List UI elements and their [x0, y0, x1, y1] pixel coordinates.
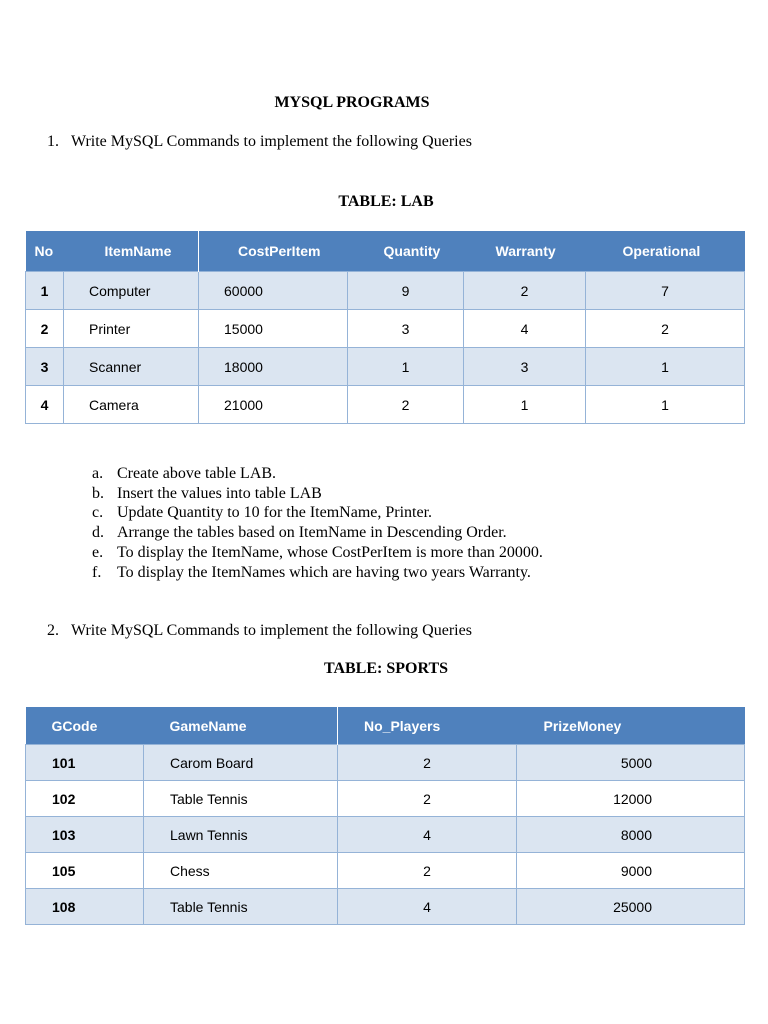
list-item-text: Insert the values into table LAB — [117, 484, 322, 502]
list-marker: d. — [92, 524, 104, 542]
table-cell: 1 — [586, 386, 745, 424]
list-item-text: Update Quantity to 10 for the ItemName, Printer. — [117, 504, 433, 522]
table-cell: 1 — [464, 386, 586, 424]
table-cell: 7 — [586, 272, 745, 310]
table-cell: 2 — [338, 853, 517, 889]
table-cell: 2 — [26, 310, 64, 348]
list-item-text: Create above table LAB. — [117, 465, 277, 482]
table-row — [26, 853, 745, 889]
table-header-row — [26, 231, 745, 272]
table-cell: 3 — [348, 310, 464, 348]
table-cell: 9000 — [517, 853, 745, 889]
table-cell: 3 — [26, 348, 64, 386]
table-cell: Camera — [64, 386, 199, 424]
list-item — [92, 543, 543, 563]
table-cell: 25000 — [517, 889, 745, 925]
list-marker: f. — [92, 563, 102, 581]
task-list — [92, 464, 543, 582]
column-header: GameName — [144, 707, 338, 745]
table-cell: Table Tennis — [144, 889, 338, 925]
table-cell: 12000 — [517, 781, 745, 817]
table-cell: 102 — [26, 781, 144, 817]
question-number: 2. — [47, 622, 59, 639]
table-row — [26, 817, 745, 853]
column-header: No_Players — [338, 707, 517, 745]
table-cell: 8000 — [517, 817, 745, 853]
question-number: 1. — [47, 133, 59, 150]
table-cell: 9 — [348, 272, 464, 310]
table-cell: 4 — [26, 386, 64, 424]
table-header-row — [26, 707, 745, 745]
table-cell: 5000 — [517, 745, 745, 781]
page-title: MYSQL PROGRAMS — [274, 94, 430, 111]
column-header: CostPerItem — [199, 231, 348, 272]
table-cell: 103 — [26, 817, 144, 853]
table-cell: 15000 — [199, 310, 348, 348]
question-text: Write MySQL Commands to implement the following Queries — [71, 622, 472, 639]
column-header: ItemName — [64, 231, 199, 272]
question-text: Write MySQL Commands to implement the following Queries — [71, 133, 472, 150]
table-cell: Printer — [64, 310, 199, 348]
table-row — [26, 781, 745, 817]
column-header: No — [26, 231, 64, 272]
table-cell: 4 — [464, 310, 586, 348]
list-item — [92, 523, 543, 543]
table-cell: 4 — [338, 817, 517, 853]
table-cell: 105 — [26, 853, 144, 889]
lab-table — [25, 231, 745, 424]
table-cell: Scanner — [64, 348, 199, 386]
table-cell: Computer — [64, 272, 199, 310]
table-row — [26, 348, 745, 386]
list-marker: b. — [92, 484, 104, 502]
table-row — [26, 272, 745, 310]
table-cell: Lawn Tennis — [144, 817, 338, 853]
table-cell: 2 — [338, 781, 517, 817]
list-item-text: To display the ItemName, whose CostPerItem is more than 20000. — [117, 543, 543, 561]
list-item-text: Arrange the tables based on ItemName in Descending Order. — [117, 524, 507, 542]
question-2 — [47, 622, 472, 640]
table-cell: 60000 — [199, 272, 348, 310]
lab-table-caption: TABLE: LAB — [338, 193, 434, 210]
column-header: Operational — [586, 231, 745, 272]
table-cell: 4 — [338, 889, 517, 925]
table-cell: 18000 — [199, 348, 348, 386]
table-cell: Chess — [144, 853, 338, 889]
table-row — [26, 745, 745, 781]
list-item — [92, 484, 543, 504]
table-cell: 1 — [586, 348, 745, 386]
question-1 — [47, 133, 472, 151]
table-cell: 1 — [348, 348, 464, 386]
list-item-text: To display the ItemNames which are having two years Warranty. — [117, 563, 531, 581]
table-cell: 2 — [348, 386, 464, 424]
column-header: GCode — [26, 707, 144, 745]
list-marker: a. — [92, 465, 104, 482]
sports-table — [25, 707, 745, 925]
table-row — [26, 310, 745, 348]
column-header: Warranty — [464, 231, 586, 272]
table-row — [26, 889, 745, 925]
table-cell: Table Tennis — [144, 781, 338, 817]
column-header: Quantity — [348, 231, 464, 272]
table-cell: 21000 — [199, 386, 348, 424]
list-marker: e. — [92, 543, 104, 561]
list-item — [92, 563, 543, 583]
table-row — [26, 386, 745, 424]
list-item — [92, 464, 543, 484]
table-cell: Carom Board — [144, 745, 338, 781]
table-cell: 108 — [26, 889, 144, 925]
table-cell: 3 — [464, 348, 586, 386]
column-header: PrizeMoney — [517, 707, 745, 745]
table-cell: 2 — [464, 272, 586, 310]
table-cell: 101 — [26, 745, 144, 781]
list-item — [92, 503, 543, 523]
table-cell: 1 — [26, 272, 64, 310]
list-marker: c. — [92, 504, 104, 522]
table-cell: 2 — [586, 310, 745, 348]
sports-table-caption: TABLE: SPORTS — [323, 660, 449, 677]
table-cell: 2 — [338, 745, 517, 781]
